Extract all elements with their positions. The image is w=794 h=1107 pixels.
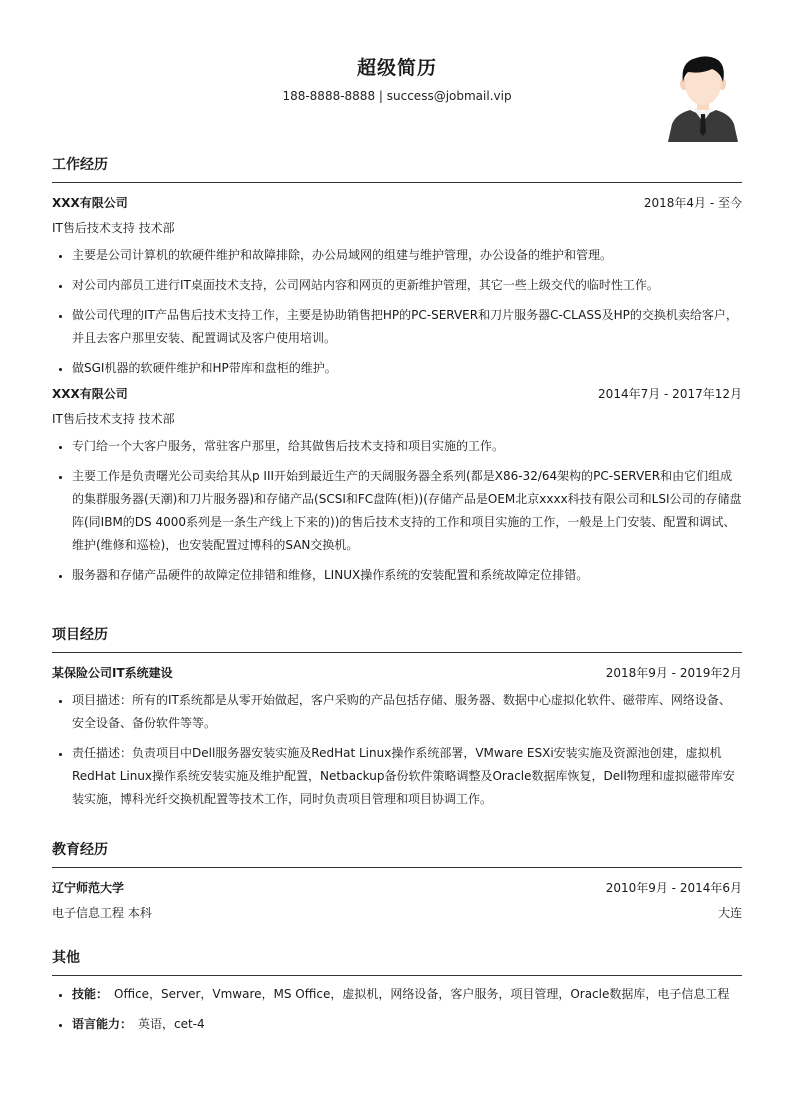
list-item: • 专门给一个大客户服务，常驻客户那里，给其做售后技术支持和项目实施的工作。 [72,435,742,458]
education-date: 2010年9月 - 2014年6月 [605,881,742,895]
contact-info: 188-8888-8888 | success@jobmail.vip [282,89,512,103]
school-name: 辽宁师范大学 [52,881,125,895]
page-title: 超级简历 [356,57,437,79]
resume-page [52,0,742,1031]
list-item: • 主要工作是负责曙光公司卖给其从p III开始到最近生产的天阔服务器全系列(都是X86-32/64架构的PC-SERVER和由它们组成的集群服务器(天潮)和刀片服务器)和存储产品(SCSI和FC盘阵(柜))(存储产品是OEM北京xxxx科技有限公司和LSI公司的存储盘阵(同IBM的DS 4000系列是一条生产线上下来的))的售后技术支持的工作和项目实施的工作，一般是上门安装、配置和调试、维护(维修和巡检)，也安装配置过博科的SAN交换机。 [72,465,742,557]
other-list [52,983,742,1036]
list-item: • 做公司代理的IT产品售后技术支持工作，主要是协助销售把HP的PC-SERVER和刀片服务器C-CLASS及HP的交换机卖给客户，并且去客户那里安装、配置调试及客户使用培训。 [72,304,742,350]
project-name: 某保险公司IT系统建设 [52,666,173,680]
location: 大连 [717,906,742,920]
language-label: 语言能力： [72,1017,133,1031]
project-details [52,689,742,811]
list-item: • 服务器和存储产品硬件的故障定位排错和维修，LINUX操作系统的安装配置和系统故障定位排错。 [72,564,742,587]
list-item [72,983,742,1006]
list-item [72,1013,742,1036]
education-header [52,879,742,897]
section-title-work: 工作经历 [52,156,742,183]
project-entry [52,664,742,811]
job-role: IT售后技术支持 技术部 [52,221,175,235]
job-role: IT售后技术支持 技术部 [52,412,175,426]
project-section [52,626,742,811]
job-header [52,385,742,403]
section-title-education: 教育经历 [52,841,742,868]
education-section [52,841,742,922]
list-item: • 项目描述：所有的IT系统都是从零开始做起，客户采购的产品包括存储、服务器、数据中心虚拟化软件、磁带库、网络设备、安全设备、备份软件等等。 [72,689,742,735]
project-date: 2018年9月 - 2019年2月 [605,666,742,680]
resume-header [52,0,742,148]
company-name: XXX有限公司 [52,387,128,401]
job-date: 2018年4月 - 至今 [643,196,742,210]
project-header [52,664,742,682]
job-duties [52,435,742,587]
language-value: 英语，cet-4 [138,1017,205,1031]
job-entry [52,385,742,587]
skills-value: Office，Server，Vmware，MS Office，虚拟机，网络设备，客户服务，项目管理，Oracle数据库，电子信息工程 [114,987,730,1001]
job-date: 2014年7月 - 2017年12月 [598,387,742,401]
job-entry [52,194,742,380]
education-detail [52,904,742,922]
job-duties [52,244,742,380]
list-item: • 责任描述：负责项目中Dell服务器安装实施及RedHat Linux操作系统部署，VMware ESXi安装实施及资源池创建，虚拟机RedHat Linux操作系统安装实施及维护配置，Netbackup备份软件策略调整及Oracle数据库恢复，Dell物理和虚拟磁带库安装实施，博科光纤交换机配置等技术工作，同时负责项目管理和项目协调工作。 [72,742,742,811]
work-section [52,156,742,587]
list-item: • 做SGI机器的软硬件维护和HP带库和盘柜的维护。 [72,357,742,380]
section-title-projects: 项目经历 [52,626,742,653]
avatar [664,52,742,142]
section-title-other: 其他 [52,949,742,976]
major: 电子信息工程 本科 [52,906,152,920]
company-name: XXX有限公司 [52,196,128,210]
other-section [52,949,742,1036]
list-item: • 对公司内部员工进行IT桌面技术支持，公司网站内容和网页的更新维护管理，其它一些上级交代的临时性工作。 [72,274,742,297]
skills-label: 技能： [72,987,109,1001]
list-item: • 主要是公司计算机的软硬件维护和故障排除，办公局域网的组建与维护管理，办公设备的维护和管理。 [72,244,742,267]
job-header [52,194,742,212]
